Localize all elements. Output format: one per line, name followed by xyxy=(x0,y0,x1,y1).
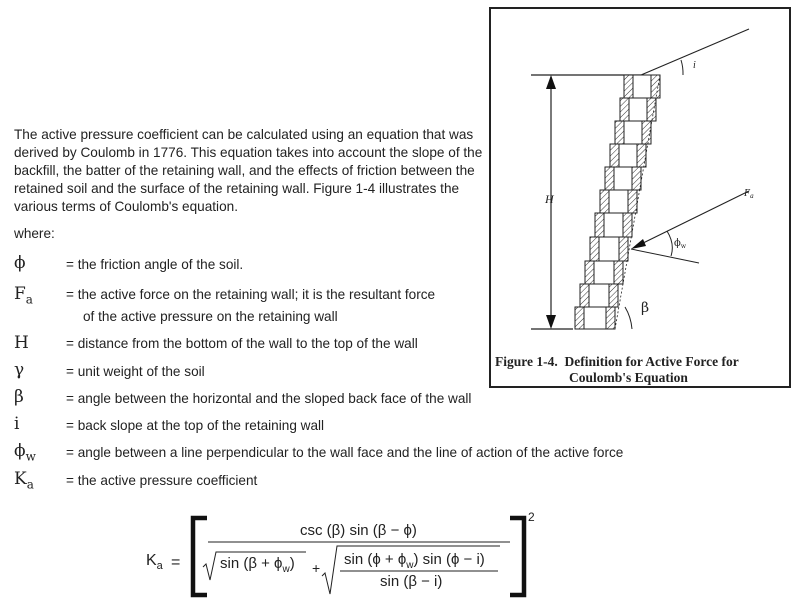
label-phi-w: $\phi_w$ xyxy=(674,238,686,250)
symbol-phi: ϕ xyxy=(14,253,26,273)
wall-block xyxy=(600,190,637,213)
inner-numerator: $\sin (\phi + \phi_w)$ sin (ϕ − i) xyxy=(344,551,485,571)
label-fa: $F_a$ xyxy=(744,188,754,200)
inner-denominator: sin (β − i) xyxy=(380,573,443,590)
definition-h: = distance from the bottom of the wall to the top of the wall xyxy=(66,336,418,351)
intro-paragraph: The active pressure coefficient can be calculated using an equation that was derived by Coulomb in 1776. This equation takes into account the slope of the backfill, the batter of the retaining wall, and the effects of friction between the retained soil and the surface of the retaining wall. Figure 1-4 illustrates the various terms of Coulomb's equation. xyxy=(14,127,483,214)
wall-block xyxy=(620,98,656,121)
symbol-phi-w: $\phi_w$ xyxy=(14,441,36,464)
label-i: i xyxy=(693,60,696,71)
symbol-fa: $F_a$ xyxy=(14,284,33,307)
symbol-beta: β xyxy=(14,387,24,407)
coulomb-equation xyxy=(0,500,800,603)
definition-fa-continued: of the active pressure on the retaining wall xyxy=(83,309,338,324)
height-arrow-top xyxy=(546,75,556,89)
slope-angle-arc xyxy=(681,60,683,75)
caption-number: Figure 1-4. xyxy=(495,354,558,369)
wall-block xyxy=(590,237,628,261)
label-beta: β xyxy=(641,300,650,316)
denominator-first-term: $\sin (\beta + \phi_w)$ xyxy=(220,555,295,575)
wall-block xyxy=(605,167,641,190)
numerator: csc (β) sin (β − ϕ) xyxy=(300,522,417,539)
wall-block xyxy=(624,75,660,98)
active-force-line xyxy=(635,191,749,247)
height-arrow-bottom xyxy=(546,315,556,329)
active-force-arrowhead xyxy=(631,239,646,249)
symbol-gamma: γ xyxy=(14,360,25,380)
symbol-i: i xyxy=(14,414,20,434)
definition-beta: = angle between the horizontal and the sloped back face of the wall xyxy=(66,391,472,406)
wall-block xyxy=(575,307,615,329)
right-bracket xyxy=(510,518,524,595)
phi-w-angle-arc xyxy=(667,231,672,256)
ka-lhs: $K_a$ xyxy=(146,552,163,573)
beta-angle-arc xyxy=(625,307,632,329)
wall-block xyxy=(580,284,618,307)
caption-title-line2: Coulomb's Equation xyxy=(569,370,688,385)
perpendicular-line xyxy=(631,249,699,263)
where-label: where: xyxy=(14,226,55,241)
label-h: H xyxy=(545,192,554,206)
definition-fa: = the active force on the retaining wall; it is the resultant force xyxy=(66,287,436,302)
symbol-ka: $K_a$ xyxy=(14,469,34,492)
exponent: 2 xyxy=(528,510,535,524)
plus-sign: + xyxy=(312,560,321,576)
wall-block xyxy=(595,213,632,237)
symbol-h: H xyxy=(14,333,29,353)
left-bracket xyxy=(193,518,207,595)
caption-title-line1: Definition for Active Force for xyxy=(564,354,739,369)
wall-block xyxy=(610,144,646,167)
definition-ka: = the active pressure coefficient xyxy=(66,473,258,488)
figure-panel xyxy=(489,7,791,388)
definition-gamma: = unit weight of the soil xyxy=(66,364,205,379)
definition-phi: = the friction angle of the soil. xyxy=(66,257,244,272)
equals-sign: = xyxy=(171,554,181,571)
wall-block xyxy=(615,121,651,144)
wall-blocks xyxy=(575,75,660,329)
retaining-wall-diagram xyxy=(491,9,789,349)
definition-phi-w: = angle between a line perpendicular to the wall face and the line of action of the active force xyxy=(66,445,624,460)
definition-i: = back slope at the top of the retaining wall xyxy=(66,418,325,433)
wall-block xyxy=(585,261,623,284)
